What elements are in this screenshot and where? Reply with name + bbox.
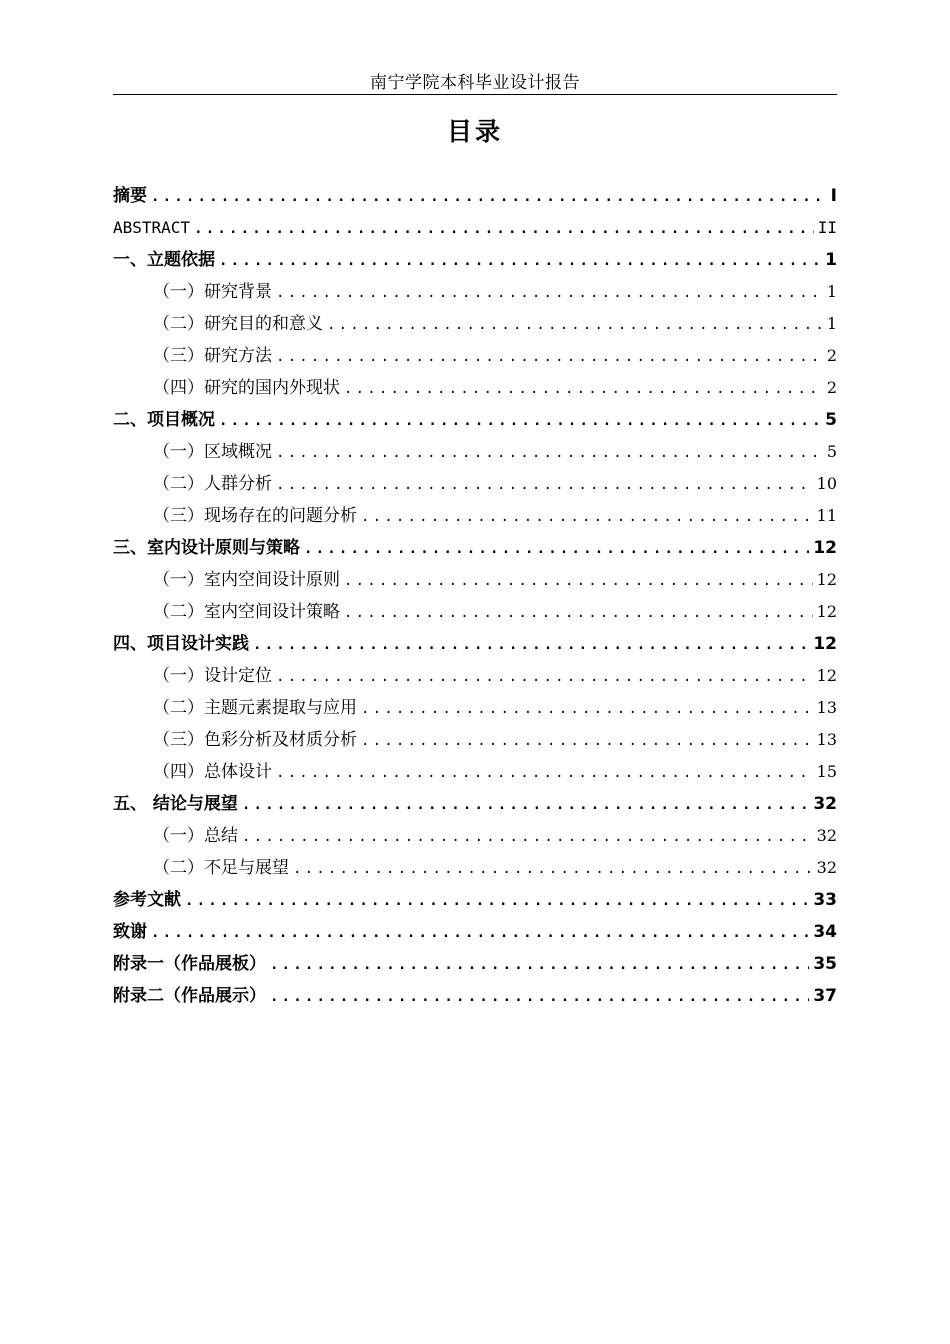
toc-entry-page-number: 1 <box>826 282 837 301</box>
toc-entry[interactable] <box>113 884 837 916</box>
toc-entry-label: （一）总结 <box>153 826 238 846</box>
dot-leader <box>344 597 813 629</box>
toc-entry-label: 附录一（作品展板） <box>113 954 266 974</box>
toc-subentry[interactable] <box>113 852 837 884</box>
toc-entry-page-number: 32 <box>816 858 837 877</box>
header-rule <box>113 94 837 95</box>
toc-entry-page-number: 33 <box>813 890 837 910</box>
toc-entry-label: （一）研究背景 <box>153 282 272 302</box>
table-of-contents <box>113 180 837 1012</box>
toc-entry-page-number: I <box>830 186 837 206</box>
dot-leader <box>219 245 821 277</box>
toc-entry-page-number: 2 <box>826 346 837 365</box>
toc-subentry[interactable] <box>113 660 837 692</box>
page-header: 南宁学院本科毕业设计报告 <box>370 73 580 93</box>
dot-leader <box>276 437 823 469</box>
toc-subentry[interactable] <box>113 500 837 532</box>
toc-entry-page-number: 32 <box>813 794 837 814</box>
dot-leader <box>151 917 809 949</box>
toc-entry-page-number: 32 <box>816 826 837 845</box>
toc-subentry[interactable] <box>113 756 837 788</box>
toc-entry-label: （二）不足与展望 <box>153 858 289 878</box>
toc-entry-label: 附录二（作品展示） <box>113 986 266 1006</box>
toc-entry-page-number: 12 <box>816 666 837 685</box>
toc-entry-page-number: 13 <box>816 730 837 749</box>
toc-entry-page-number: 35 <box>813 954 837 974</box>
toc-entry-label: 参考文献 <box>113 890 181 910</box>
dot-leader <box>276 341 823 373</box>
toc-entry-label: （三）研究方法 <box>153 346 272 366</box>
dot-leader <box>361 693 813 725</box>
toc-subentry[interactable] <box>113 724 837 756</box>
dot-leader <box>344 373 823 405</box>
toc-entry-page-number: 37 <box>813 986 837 1006</box>
dot-leader <box>327 309 823 341</box>
toc-subentry[interactable] <box>113 468 837 500</box>
toc-entry-label: 二、项目概况 <box>113 410 215 430</box>
toc-entry-page-number: 1 <box>825 250 837 270</box>
toc-entry-page-number: 5 <box>826 442 837 461</box>
toc-entry-label: 一、立题依据 <box>113 250 215 270</box>
toc-entry-page-number: 10 <box>816 474 837 493</box>
toc-subentry[interactable] <box>113 692 837 724</box>
dot-leader <box>242 821 813 853</box>
toc-subentry[interactable] <box>113 596 837 628</box>
toc-entry-label: （二）人群分析 <box>153 474 272 494</box>
dot-leader <box>276 277 823 309</box>
toc-entry-label: 摘要 <box>113 186 147 206</box>
toc-entry[interactable] <box>113 532 837 564</box>
toc-entry[interactable] <box>113 948 837 980</box>
toc-entry-label: （一）区域概况 <box>153 442 272 462</box>
toc-entry-page-number: 12 <box>813 634 837 654</box>
dot-leader <box>219 405 821 437</box>
toc-entry-label: （二）研究目的和意义 <box>153 314 323 334</box>
dot-leader <box>185 885 809 917</box>
toc-entry[interactable] <box>113 404 837 436</box>
dot-leader <box>194 213 814 245</box>
toc-entry-label: 五、 结论与展望 <box>113 794 238 814</box>
toc-entry[interactable] <box>113 788 837 820</box>
dot-leader <box>361 725 813 757</box>
toc-subentry[interactable] <box>113 564 837 596</box>
toc-entry-label: （四）总体设计 <box>153 762 272 782</box>
toc-entry-label: （一）设计定位 <box>153 666 272 686</box>
toc-entry-page-number: 5 <box>825 410 837 430</box>
toc-entry-label: 四、项目设计实践 <box>113 634 249 654</box>
toc-entry[interactable] <box>113 212 837 244</box>
dot-leader <box>270 949 809 981</box>
dot-leader <box>253 629 809 661</box>
toc-entry-page-number: 13 <box>816 698 837 717</box>
toc-entry[interactable] <box>113 916 837 948</box>
toc-entry[interactable] <box>113 180 837 212</box>
dot-leader <box>242 789 809 821</box>
toc-entry[interactable] <box>113 244 837 276</box>
dot-leader <box>293 853 813 885</box>
dot-leader <box>276 757 813 789</box>
toc-subentry[interactable] <box>113 340 837 372</box>
toc-entry-page-number: 11 <box>816 506 837 525</box>
toc-subentry[interactable] <box>113 436 837 468</box>
toc-entry-page-number: 34 <box>813 922 837 942</box>
toc-entry-label: （二）主题元素提取与应用 <box>153 698 357 718</box>
toc-entry-page-number: 1 <box>826 314 837 333</box>
toc-entry-label: （一）室内空间设计原则 <box>153 570 340 590</box>
toc-entry-label: ABSTRACT <box>113 218 191 237</box>
toc-entry[interactable] <box>113 980 837 1012</box>
toc-entry-page-number: II <box>817 218 837 237</box>
toc-entry-label: （三）现场存在的问题分析 <box>153 506 357 526</box>
toc-entry-page-number: 12 <box>816 602 837 621</box>
dot-leader <box>270 981 809 1013</box>
toc-entry-label: （二）室内空间设计策略 <box>153 602 340 622</box>
toc-entry-page-number: 2 <box>826 378 837 397</box>
dot-leader <box>344 565 813 597</box>
page-title: 目录 <box>446 117 503 146</box>
toc-subentry[interactable] <box>113 308 837 340</box>
dot-leader <box>151 181 827 213</box>
toc-entry-label: 致谢 <box>113 922 147 942</box>
toc-entry-page-number: 15 <box>816 762 837 781</box>
toc-entry[interactable] <box>113 628 837 660</box>
toc-entry-label: （四）研究的国内外现状 <box>153 378 340 398</box>
toc-entry-page-number: 12 <box>813 538 837 558</box>
toc-subentry[interactable] <box>113 372 837 404</box>
dot-leader <box>276 661 813 693</box>
toc-subentry[interactable] <box>113 820 837 852</box>
dot-leader <box>361 501 813 533</box>
dot-leader <box>304 533 809 565</box>
toc-subentry[interactable] <box>113 276 837 308</box>
dot-leader <box>276 469 813 501</box>
toc-entry-label: 三、室内设计原则与策略 <box>113 538 300 558</box>
toc-entry-page-number: 12 <box>816 570 837 589</box>
toc-entry-label: （三）色彩分析及材质分析 <box>153 730 357 750</box>
